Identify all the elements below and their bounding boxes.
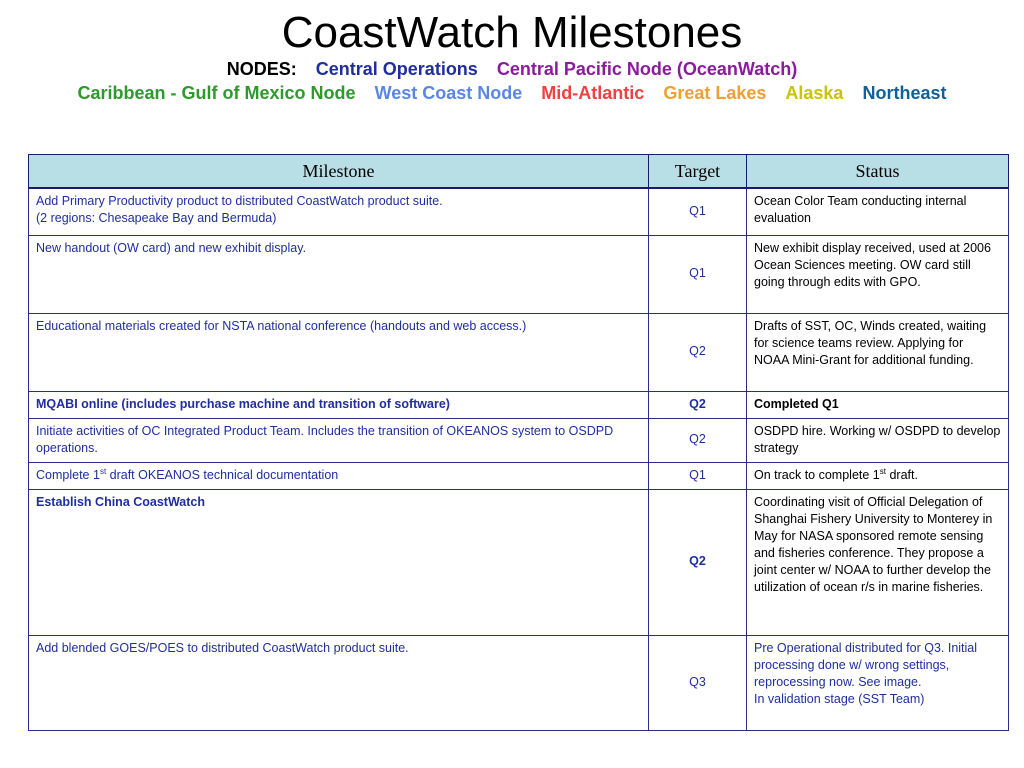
target-cell: Q1	[649, 188, 747, 235]
node-caribbean-gulf: Caribbean - Gulf of Mexico Node	[77, 83, 356, 103]
node-alaska: Alaska	[785, 83, 844, 103]
status-cell: Drafts of SST, OC, Winds created, waiting for science teams review. Applying for NOAA Mini-Grant for additional funding.	[747, 313, 1009, 391]
milestone-cell: Add Primary Productivity product to distributed CoastWatch product suite. (2 regions: Chesapeake Bay and Bermuda)	[29, 188, 649, 235]
status-cell: On track to complete 1st draft.	[747, 462, 1009, 489]
target-cell: Q3	[649, 635, 747, 730]
status-cell: OSDPD hire. Working w/ OSDPD to develop strategy	[747, 418, 1009, 462]
table-row	[29, 313, 1009, 391]
table-row	[29, 635, 1009, 730]
nodes-label: NODES:	[226, 59, 297, 79]
header-status: Status	[747, 155, 1009, 189]
node-mid-atlantic: Mid-Atlantic	[541, 83, 645, 103]
node-great-lakes: Great Lakes	[663, 83, 767, 103]
milestone-cell: Establish China CoastWatch	[29, 489, 649, 635]
milestone-cell: Complete 1st draft OKEANOS technical documentation	[29, 462, 649, 489]
table-row	[29, 235, 1009, 313]
header-milestone: Milestone	[29, 155, 649, 189]
node-central-pacific: Central Pacific Node (OceanWatch)	[496, 59, 798, 79]
table-row	[29, 462, 1009, 489]
target-cell: Q2	[649, 391, 747, 418]
milestone-cell: MQABI online (includes purchase machine and transition of software)	[29, 391, 649, 418]
status-cell: Completed Q1	[747, 391, 1009, 418]
milestone-cell: Educational materials created for NSTA national conference (handouts and web access.)	[29, 313, 649, 391]
target-cell: Q1	[649, 462, 747, 489]
table-row	[29, 418, 1009, 462]
table-row	[29, 489, 1009, 635]
node-west-coast: West Coast Node	[374, 83, 523, 103]
table-row	[29, 391, 1009, 418]
nodes-line-1	[0, 58, 1024, 80]
nodes-line-2	[0, 82, 1024, 104]
table-row	[29, 188, 1009, 235]
node-northeast: Northeast	[862, 83, 947, 103]
status-cell: Coordinating visit of Official Delegation of Shanghai Fishery University to Monterey in May for NASA sponsored remote sensing and fisheries conference. They propose a joint center w/ NOAA to further develop the utilization of ocean r/s in marine fisheries.	[747, 489, 1009, 635]
status-cell: Pre Operational distributed for Q3. Initial processing done w/ wrong settings, reprocessing now. See image. In validation stage (SST Team)	[747, 635, 1009, 730]
page-title: CoastWatch Milestones	[281, 8, 743, 57]
target-cell: Q2	[649, 418, 747, 462]
table-header-row	[29, 155, 1009, 189]
node-central-operations: Central Operations	[315, 59, 478, 79]
milestones-table	[28, 154, 1009, 731]
status-cell: New exhibit display received, used at 2006 Ocean Sciences meeting. OW card still going through edits with GPO.	[747, 235, 1009, 313]
target-cell: Q2	[649, 489, 747, 635]
milestone-cell: Initiate activities of OC Integrated Product Team. Includes the transition of OKEANOS system to OSDPD operations.	[29, 418, 649, 462]
milestone-cell: Add blended GOES/POES to distributed CoastWatch product suite.	[29, 635, 649, 730]
milestone-cell: New handout (OW card) and new exhibit display.	[29, 235, 649, 313]
status-cell: Ocean Color Team conducting internal evaluation	[747, 188, 1009, 235]
target-cell: Q1	[649, 235, 747, 313]
header-target: Target	[649, 155, 747, 189]
target-cell: Q2	[649, 313, 747, 391]
